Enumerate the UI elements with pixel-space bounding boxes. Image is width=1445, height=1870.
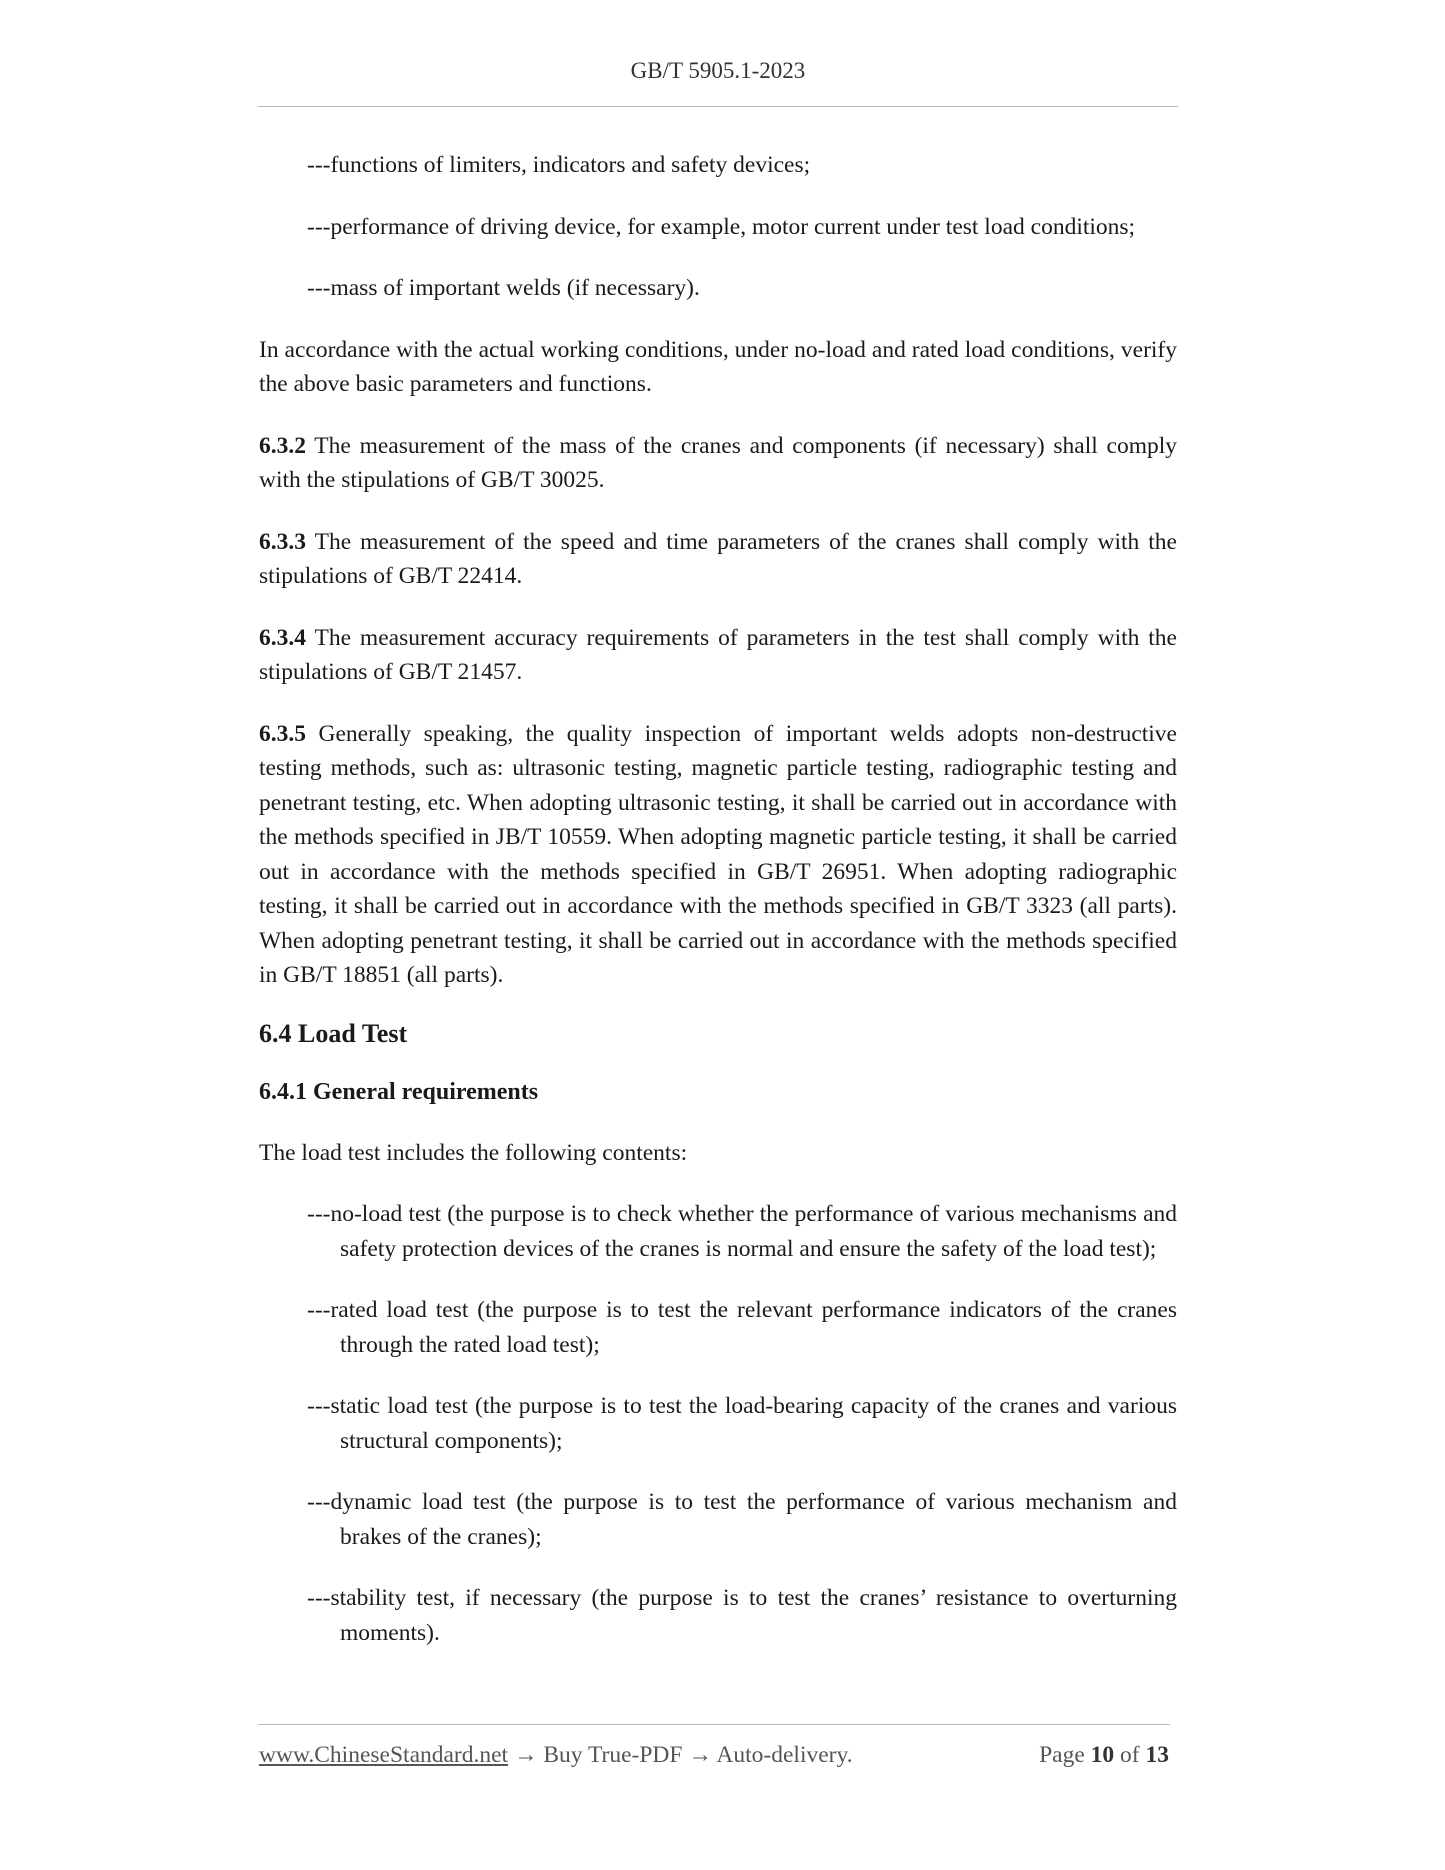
list-item: ---dynamic load test (the purpose is to test the performance of various mechanism and brakes of the cranes);: [307, 1489, 1177, 1550]
arrow-right-icon: →: [508, 1742, 544, 1768]
footer-promo: [259, 1742, 853, 1769]
document-body: [259, 148, 1177, 1650]
list-item: ---mass of important welds (if necessary).: [307, 275, 700, 301]
clause-6-3-5: [259, 717, 1177, 993]
list-item: ---stability test, if necessary (the purpose is to test the cranes’ resistance to overturning moments).: [307, 1585, 1177, 1646]
auto-delivery-text: Auto-delivery.: [716, 1742, 853, 1768]
clause-text: Generally speaking, the quality inspection of important welds adopts non-destructive testing methods, such as: ultrasonic testing, magnetic particle testing, radiographic testing and penetrant testing, etc. When adopting ultrasonic testing, it shall be carried out in accordance with the methods specified in JB/T 10559. When adopting magnetic particle testing, it shall be carried out in accordance with the methods specified in GB/T 26951. When adopting radiographic testing, it shall be carried out in accordance with the methods specified in GB/T 3323 (all parts). When adopting penetrant testing, it shall be carried out in accordance with the methods specified in GB/T 18851 (all parts).: [259, 720, 1177, 988]
total-page-count: 13: [1145, 1742, 1169, 1768]
buy-pdf-text: Buy True-PDF: [543, 1742, 683, 1768]
clause-number: 6.3.5: [259, 720, 306, 747]
arrow-right-icon: →: [682, 1742, 717, 1768]
clause-number: 6.3.4: [259, 624, 306, 651]
page-header-standard-code: GB/T 5905.1-2023: [630, 58, 806, 83]
clause-number: 6.3.3: [259, 528, 306, 555]
list-item: ---functions of limiters, indicators and safety devices;: [307, 152, 811, 178]
clause-text: The measurement of the speed and time parameters of the cranes shall comply with the stipulations of GB/T 22414.: [259, 528, 1177, 589]
clause-text: The measurement of the mass of the cranes and components (if necessary) shall comply with the stipulations of GB/T 30025.: [259, 432, 1177, 493]
subsection-heading-6-4-1: 6.4.1 General requirements: [259, 1079, 539, 1105]
clause-6-3-2: [259, 429, 1177, 498]
clause-6-3-3: [259, 525, 1177, 594]
page-indicator: [1039, 1742, 1169, 1769]
list-item: ---static load test (the purpose is to test the load-bearing capacity of the cranes and various structural components);: [307, 1393, 1177, 1454]
clause-6-3-4: [259, 621, 1177, 690]
paragraph-load-test-contents: The load test includes the following contents:: [259, 1139, 688, 1166]
current-page-number: 10: [1090, 1742, 1115, 1768]
page-label: Page: [1039, 1742, 1091, 1768]
section-heading-6-4: 6.4 Load Test: [259, 1018, 408, 1048]
footer-divider: [258, 1724, 1170, 1725]
list-item: ---no-load test (the purpose is to check whether the performance of various mechanisms and safety protection devices of the cranes is normal and ensure the safety of the load test);: [307, 1201, 1177, 1262]
list-item: ---rated load test (the purpose is to test the relevant performance indicators of the cranes through the rated load test);: [307, 1297, 1177, 1358]
clause-text: The measurement accuracy requirements of parameters in the test shall comply with the stipulations of GB/T 21457.: [259, 624, 1177, 685]
clause-number: 6.3.2: [259, 432, 306, 459]
of-label: of: [1114, 1742, 1146, 1768]
website-link[interactable]: www.ChineseStandard.net: [259, 1742, 509, 1768]
list-item: ---performance of driving device, for example, motor current under test load conditions;: [307, 213, 1136, 240]
header-divider: [258, 106, 1178, 107]
paragraph-verify-parameters: In accordance with the actual working conditions, under no-load and rated load conditions, verify the above basic parameters and functions.: [259, 336, 1177, 397]
